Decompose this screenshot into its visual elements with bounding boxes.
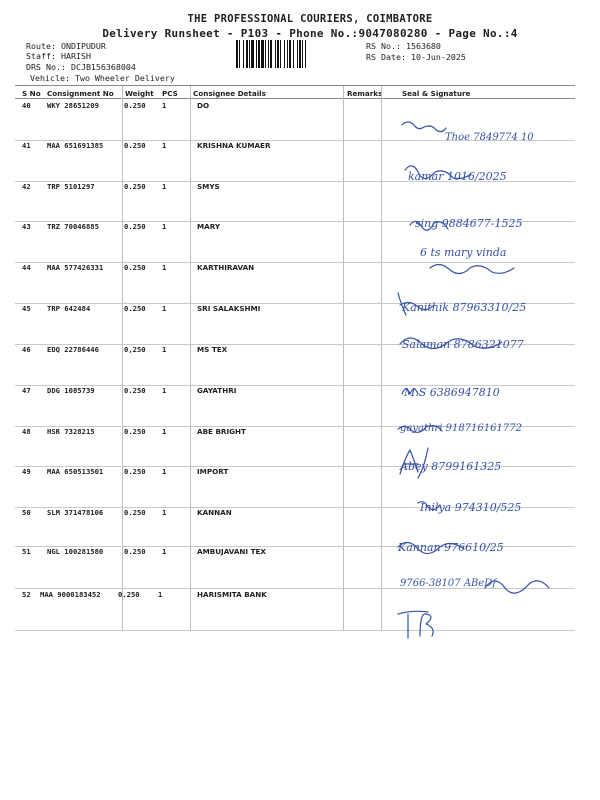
weight-cell: 0.250 [124,547,146,556]
barcode-bar [236,40,238,68]
weight-cell: 0.250 [124,182,146,191]
consignment-cell: WKY 28651209 [47,101,99,110]
barcode-bar [280,40,281,68]
col-seal-signature: Seal & Signature [402,89,471,98]
barcode-bar [268,40,269,68]
barcode-bar [239,40,240,68]
weight-cell: 0.250 [118,590,140,599]
sno-cell: 52 [22,590,31,599]
pcs-cell: 1 [162,141,167,150]
col-remarks: Remarks [347,89,383,98]
pcs-cell: 1 [158,590,163,599]
col-consignment: Consignment No [47,89,114,98]
barcode-bar [270,40,272,68]
signature-text: Abey 8799161325 [400,460,502,473]
signature-text: M.S 6386947810 [404,386,500,399]
consignment-cell: DDG 1085739 [47,386,95,395]
col-sno: S No [22,89,41,98]
barcode-bar [299,40,301,68]
signature-text: Kanithik 87963310/25 [402,301,527,314]
consignment-cell: TRP 5101297 [47,182,95,191]
consignee-cell: AMBUJAVANI TEX [197,547,266,556]
pcs-cell: 1 [162,101,167,110]
barcode-bar [243,40,244,68]
barcode-bar [305,40,306,68]
weight-cell: 0.250 [124,427,146,436]
weight-cell: 0.250 [124,222,146,231]
weight-cell: 0.250 [124,467,146,476]
barcode-bar [287,40,288,68]
barcode-bar [261,40,264,68]
route-label: Route: ONDIPUDUR [26,41,106,51]
sno-cell: 47 [22,386,31,395]
barcode-bar [275,40,276,68]
weight-cell: 0,250 [124,345,146,354]
barcode-bar [302,40,303,68]
signature-text: Inilya 974310/525 [420,501,522,514]
sno-cell: 41 [22,141,31,150]
sno-cell: 49 [22,467,31,476]
table-top-border [15,85,575,86]
weight-cell: 0.250 [124,101,146,110]
signature-row-41 [380,140,590,200]
consignee-cell: KARTHIRAVAN [197,263,255,272]
sno-cell: 51 [22,547,31,556]
consignee-cell: KANNAN [197,508,232,517]
consignee-cell: SRI SALAKSHMI [197,304,261,313]
consignee-cell: IMPORT [197,467,229,476]
barcode-bar [297,40,298,68]
pcs-cell: 1 [162,182,167,191]
signature-text: kamar 1016/2025 [408,170,507,183]
consignee-cell: ABE BRIGHT [197,427,246,436]
pcs-cell: 1 [162,386,167,395]
consignee-cell: HARISMITA BANK [197,590,267,599]
barcode-bar [293,40,294,68]
sno-cell: 44 [22,263,31,272]
consignment-cell: SLM 371478106 [47,508,104,517]
pcs-cell: 1 [162,467,167,476]
consignment-cell: TRZ 70046885 [47,222,99,231]
signature-text: 9766-38107 ABeDf [400,578,497,589]
consignee-cell: KRISHNA KUMAER [197,141,271,150]
vehicle-label: Vehicle: Two Wheeler Delivery [30,73,175,83]
runsheet-subtitle: Delivery Runsheet - P103 - Phone No.:9047080280 - Page No.:4 [102,27,518,40]
consignment-cell: EDQ 22786446 [47,345,99,354]
weight-cell: 0.250 [124,386,146,395]
barcode-bar [284,40,285,68]
consignee-cell: GAYATHRI [197,386,237,395]
consignee-cell: MS TEX [197,345,228,354]
pcs-cell: 1 [162,427,167,436]
signature-text: Salaman 8786321077 [402,338,524,351]
pcs-cell: 1 [162,547,167,556]
barcode-bar [249,40,250,68]
sno-cell: 43 [22,222,31,231]
consignee-cell: DO [197,101,210,110]
weight-cell: 0.250 [124,508,146,517]
consignment-cell: HSR 7328215 [47,427,95,436]
signature-text: 6 ts mary vinda [420,246,507,259]
barcode-bar [289,40,291,68]
barcode-bar [246,40,248,68]
sno-cell: 48 [22,427,31,436]
sno-cell: 40 [22,101,31,110]
signature-row-52 [380,590,590,650]
consignment-cell: MAA 9000183452 [40,590,101,599]
drs-label: DRS No.: DCJB156368004 [26,62,136,72]
sno-cell: 46 [22,345,31,354]
consignment-cell: MAA 577426331 [47,263,104,272]
barcode-bar [265,40,266,68]
barcode-bar [251,40,254,68]
sno-cell: 50 [22,508,31,517]
barcode-bar [256,40,257,68]
pcs-cell: 1 [162,304,167,313]
sno-cell: 45 [22,304,31,313]
pcs-cell: 1 [162,263,167,272]
pcs-cell: 1 [162,345,167,354]
weight-cell: 0.250 [124,263,146,272]
col-pcs: PCS [162,89,178,98]
staff-label: Staff: HARISH [26,51,91,61]
table-header-border [15,98,575,99]
rs-date: RS Date: 10-Jun-2025 [366,52,466,62]
consignee-cell: MARY [197,222,221,231]
signature-text: sing 9884677-1525 [415,217,523,230]
company-title: THE PROFESSIONAL COURIERS, COIMBATORE [187,13,433,25]
weight-cell: 0.250 [124,141,146,150]
sno-cell: 42 [22,182,31,191]
signature-text: Thoe 7849774 10 [445,132,534,143]
consignee-cell: SMYS [197,182,220,191]
barcode-image [236,40,358,68]
consignment-cell: MAA 650513501 [47,467,104,476]
col-consignee: Consignee Details [193,89,266,98]
signature-text: gayathri 918716161772 [400,423,522,434]
col-weight: Weight [125,89,154,98]
barcode-bar [258,40,260,68]
barcode-bar [277,40,279,68]
consignment-cell: TRP 642484 [47,304,91,313]
rs-number: RS No.: 1563680 [366,41,441,51]
consignment-cell: NGL 100281580 [47,547,104,556]
pcs-cell: 1 [162,222,167,231]
signature-text: Kannan 976610/25 [398,541,504,554]
pcs-cell: 1 [162,508,167,517]
weight-cell: 0.250 [124,304,146,313]
consignment-cell: MAA 651691385 [47,141,104,150]
